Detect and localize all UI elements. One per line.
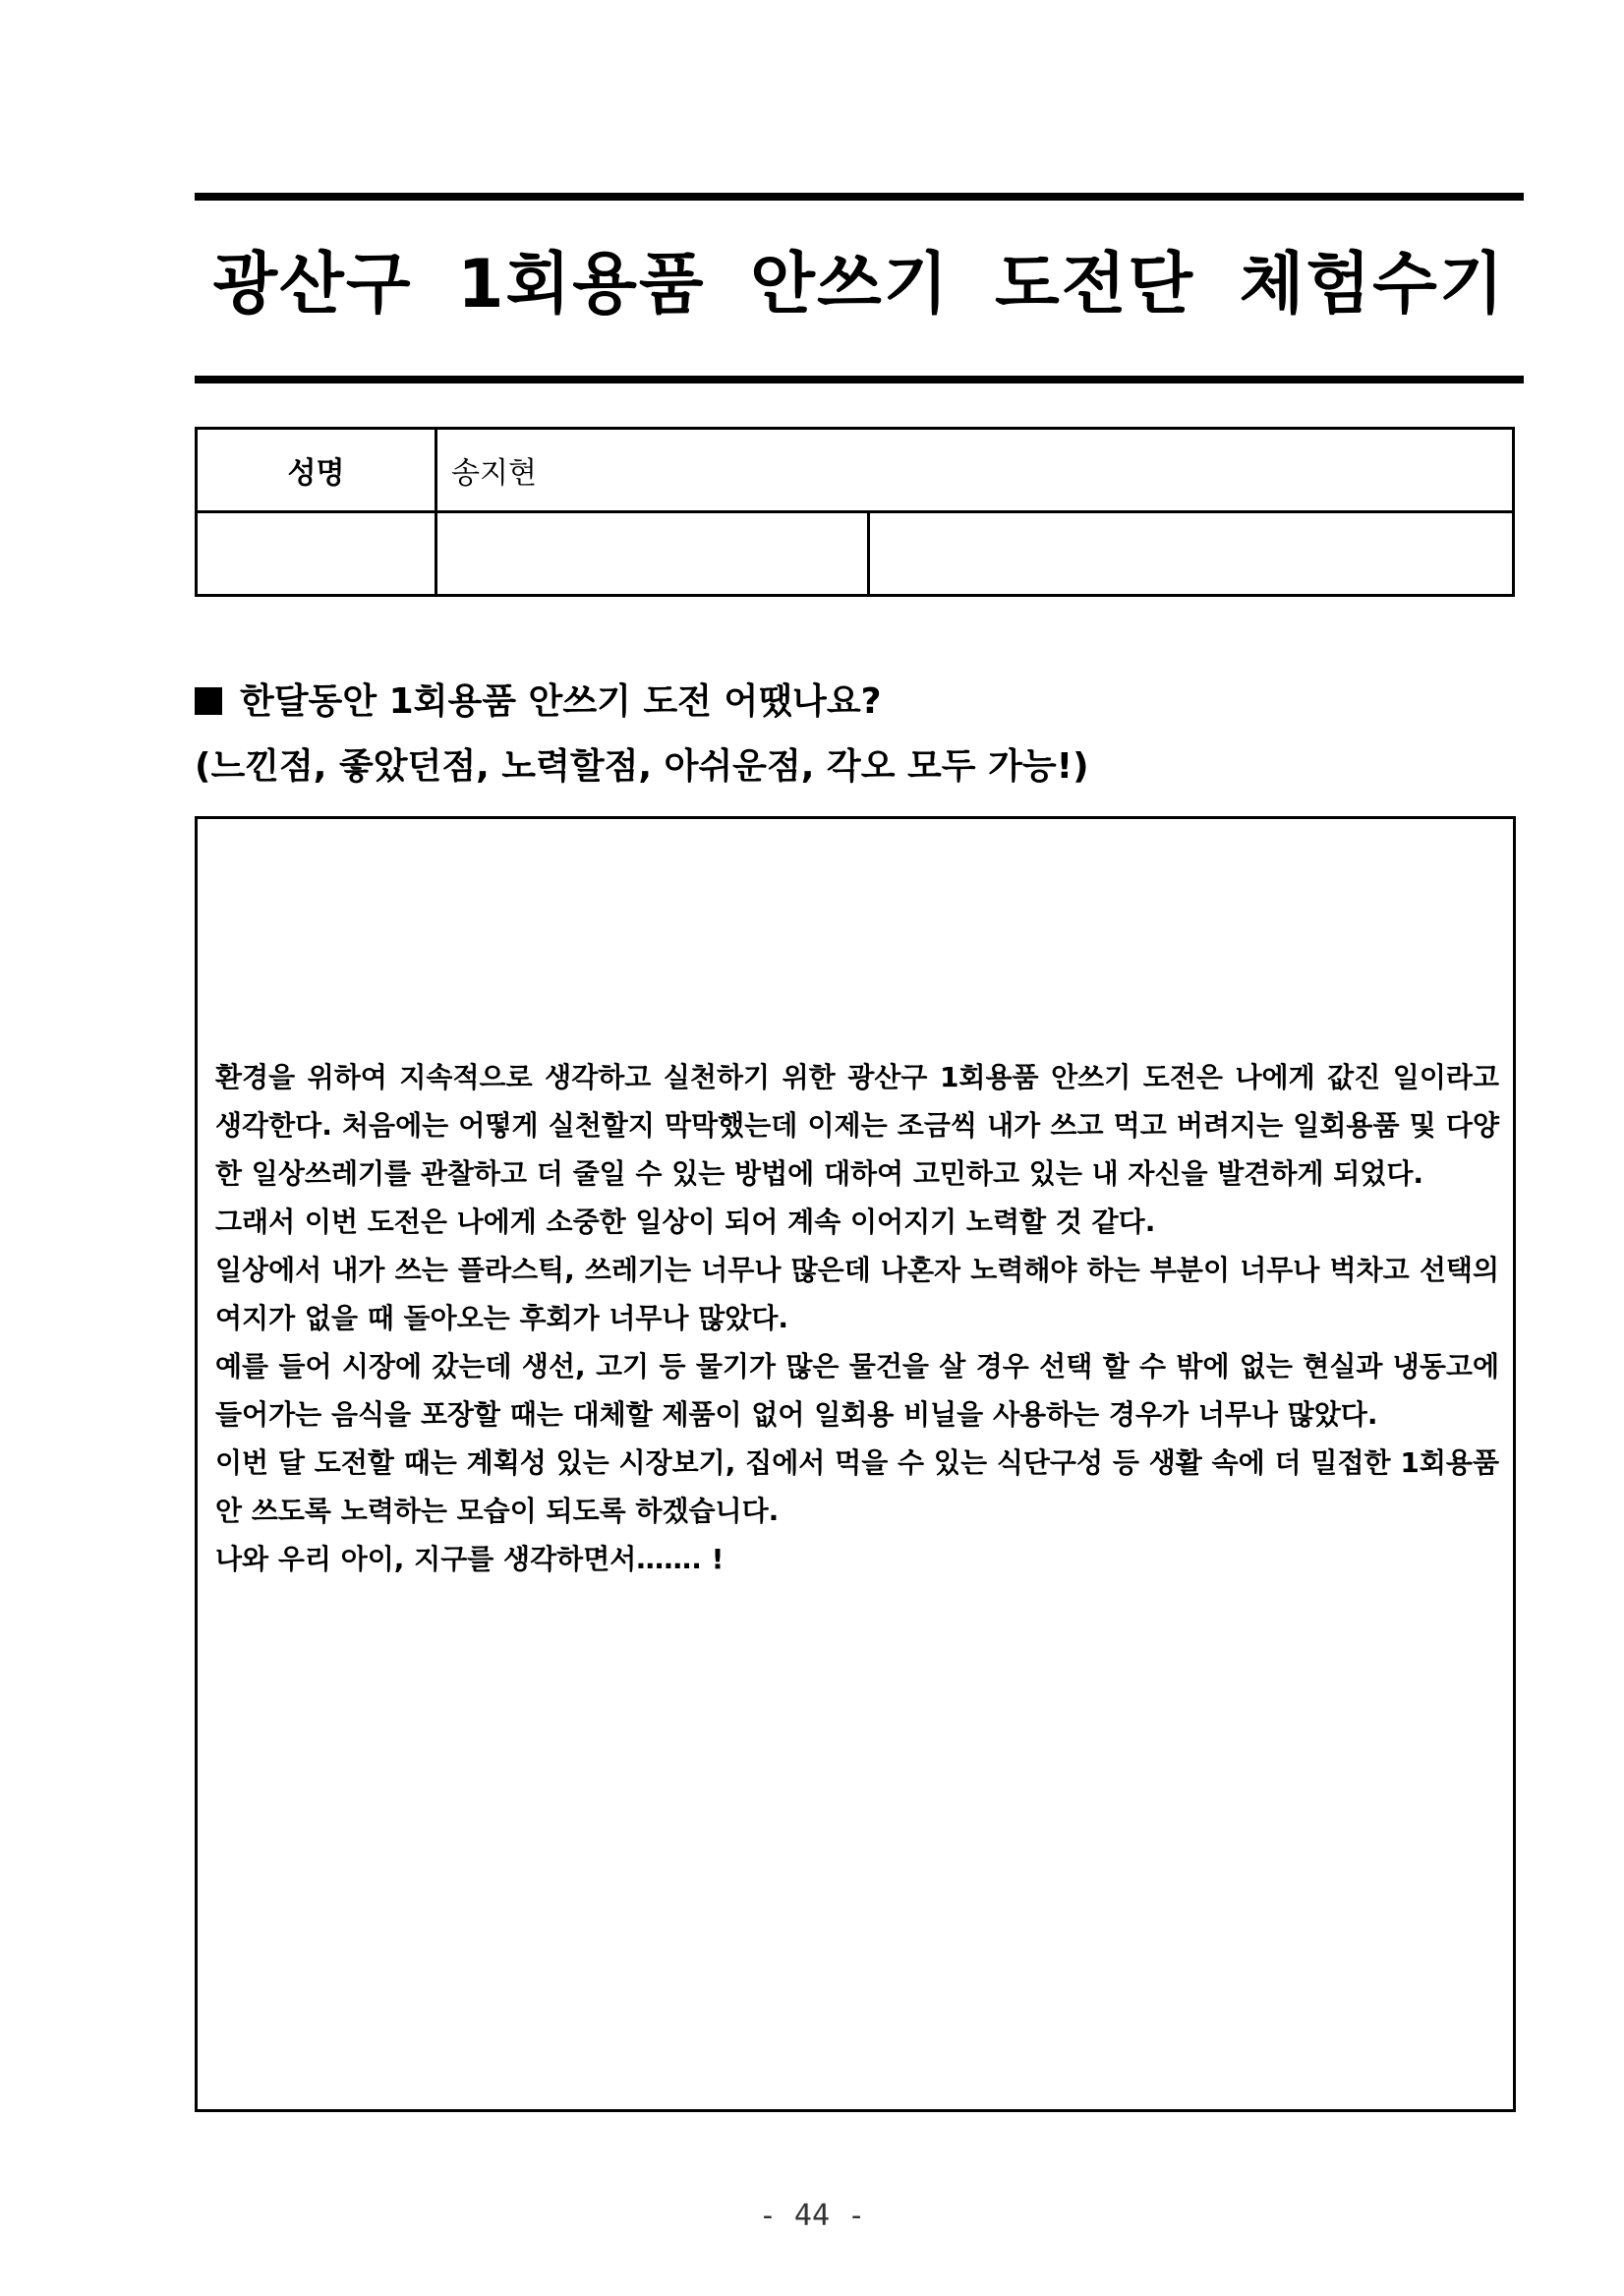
answer-box [195, 816, 1516, 2112]
title-top-rule [195, 193, 1524, 201]
page-number: - 44 - [758, 2199, 866, 2233]
section-heading-text: 한달동안 1회용품 안쓰기 도전 어땠나요? [240, 681, 882, 722]
info-cell-r2c2 [436, 512, 869, 596]
name-label: 성명 [197, 429, 436, 512]
answer-text [215, 1053, 1499, 1583]
section-heading [195, 675, 881, 730]
info-cell-r2c3 [869, 512, 1514, 596]
title-bottom-rule [195, 376, 1524, 383]
document-title: 광산구 1회용품 안쓰기 도전단 체험수기 [212, 246, 1506, 324]
answer-paragraph: 환경을 위하여 지속적으로 생각하고 실천하기 위한 광산구 1회용품 안쓰기 도전은 나에게 값진 일이라고 생각한다. 처음에는 어떻게 실천할지 막막했는데 이제는 조금씩 내가 쓰고 먹고 버려지는 일회용품 및 다양한 일상쓰레기를 관찰하고 더 줄일 수 있는 방법에 대하여 고민하고 있는 내 자신을 발견하게 되었다. [215, 1061, 1499, 1190]
section-subheading: (느낀점, 좋았던점, 노력할점, 아쉬운점, 각오 모두 가능!) [195, 746, 1089, 787]
info-row-name [197, 429, 1514, 512]
answer-paragraph: 예를 들어 시장에 갔는데 생선, 고기 등 물기가 많은 물건을 살 경우 선택 할 수 밖에 없는 현실과 냉동고에 들어가는 음식을 포장할 때는 대체할 제품이 없어 일회용 비닐을 사용하는 경우가 너무나 많았다. [215, 1350, 1499, 1431]
black-square-icon [195, 687, 222, 715]
info-row-2 [197, 512, 1514, 596]
name-value: 송지현 [436, 429, 1514, 512]
info-cell-r2c1 [197, 512, 436, 596]
answer-paragraph: 나와 우리 아이, 지구를 생각하면서……. ! [215, 1543, 725, 1575]
info-table [195, 427, 1515, 597]
answer-paragraph: 그래서 이번 도전은 나에게 소중한 일상이 되어 계속 이어지기 노력할 것 같다. [215, 1206, 1156, 1238]
answer-paragraph: 일상에서 내가 쓰는 플라스틱, 쓰레기는 너무나 많은데 나혼자 노력해야 하는 부분이 너무나 벅차고 선택의 여지가 없을 때 돌아오는 후회가 너무나 많았다. [215, 1254, 1499, 1334]
answer-paragraph: 이번 달 도전할 때는 계획성 있는 시장보기, 집에서 먹을 수 있는 식단구성 등 생활 속에 더 밀접한 1회용품 안 쓰도록 노력하는 모습이 되도록 하겠습니다. [215, 1446, 1499, 1527]
